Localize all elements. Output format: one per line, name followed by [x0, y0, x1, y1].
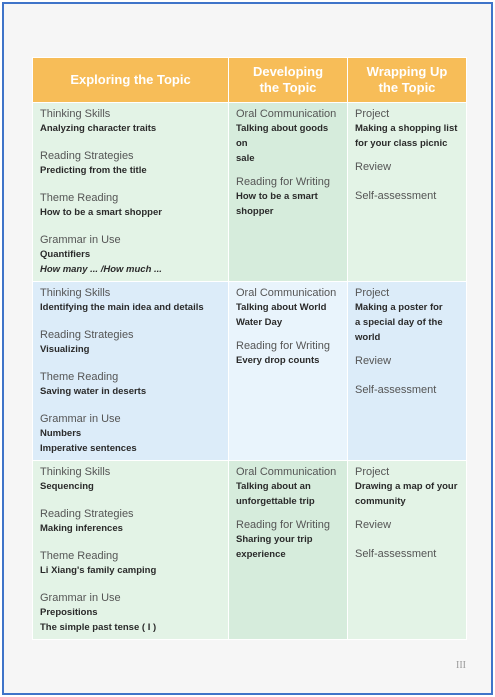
- header-exploring: Exploring the Topic: [33, 58, 229, 103]
- table-row: [33, 282, 467, 461]
- list-item: Reading for Writing Every drop counts: [236, 340, 330, 366]
- list-item: Project Making a shopping list for your class picnic: [355, 108, 458, 149]
- cell-develop: [229, 103, 348, 282]
- list-item: Self-assessment: [355, 384, 437, 396]
- cell-wrap: [348, 103, 467, 282]
- list-item: Project Drawing a map of your community: [355, 466, 458, 507]
- table-row: [33, 103, 467, 282]
- list-item: Reading for Writing Sharing your trip experience: [236, 519, 330, 560]
- list-item: Review: [355, 519, 392, 531]
- list-item: Review: [355, 161, 392, 173]
- page-number: III: [456, 660, 466, 671]
- list-item: Theme Reading Saving water in deserts: [40, 371, 147, 397]
- list-item: Theme Reading How to be a smart shopper: [40, 192, 162, 218]
- list-item: Reading Strategies Making inferences: [40, 508, 134, 534]
- list-item: Grammar in Use Numbers Imperative sentences: [40, 413, 137, 454]
- list-item: Grammar in Use Prepositions The simple past tense ( I ): [40, 592, 157, 633]
- cell-explore: [33, 282, 229, 461]
- cell-wrap: [348, 461, 467, 640]
- list-item: Thinking Skills Identifying the main idea and details: [40, 287, 204, 313]
- list-item: Reading Strategies Visualizing: [40, 329, 134, 355]
- table-row: [33, 461, 467, 640]
- list-item: Oral Communication Talking about goods on sale: [236, 108, 337, 164]
- list-item: Reading for Writing How to be a smart shopper: [236, 176, 330, 217]
- contents-table: [32, 57, 467, 640]
- header-row: [33, 58, 467, 103]
- list-item: Project Making a poster for a special day of the world: [355, 287, 443, 343]
- list-item: Grammar in Use Quantifiers How many ... /How much ...: [40, 234, 162, 275]
- header-developing: Developing the Topic: [229, 58, 348, 103]
- list-item: Theme Reading Li Xiang's family camping: [40, 550, 157, 576]
- list-item: Oral Communication Talking about an unforgettable trip: [236, 466, 337, 507]
- list-item: Oral Communication Talking about World Water Day: [236, 287, 337, 328]
- list-item: Self-assessment: [355, 190, 437, 202]
- list-item: Self-assessment: [355, 548, 437, 560]
- header-wrapping-up: Wrapping Up the Topic: [348, 58, 467, 103]
- cell-develop: [229, 282, 348, 461]
- cell-explore: [33, 461, 229, 640]
- list-item: Thinking Skills Analyzing character traits: [40, 108, 157, 134]
- list-item: Thinking Skills Sequencing: [40, 466, 111, 492]
- cell-wrap: [348, 282, 467, 461]
- list-item: Review: [355, 355, 392, 367]
- list-item: Reading Strategies Predicting from the title: [40, 150, 147, 176]
- cell-develop: [229, 461, 348, 640]
- cell-explore: [33, 103, 229, 282]
